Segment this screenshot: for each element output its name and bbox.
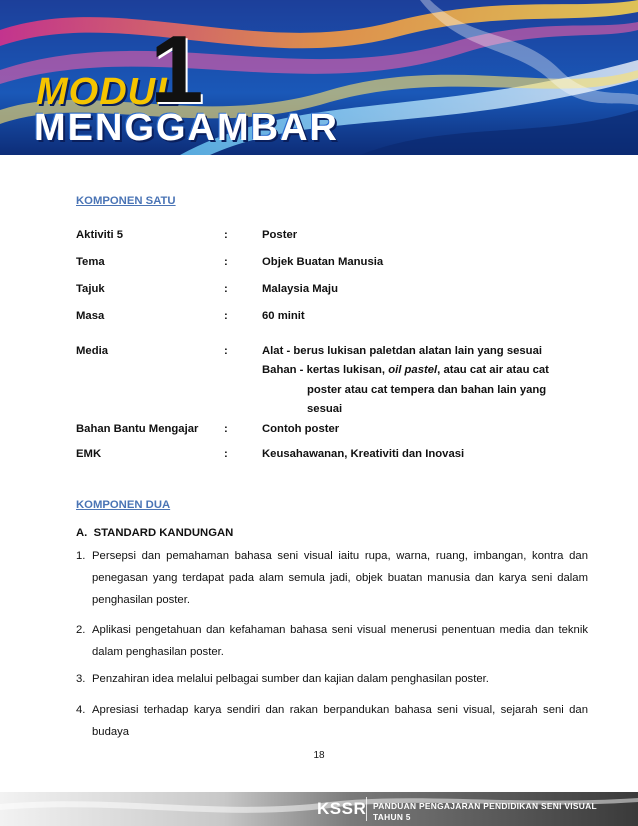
list-item <box>76 545 588 611</box>
list-item-text: Penzahiran idea melalui pelbagai sumber dan kajian dalam penghasilan poster. <box>92 673 489 685</box>
footer-brand: KSSR <box>317 799 367 818</box>
list-item <box>76 668 588 690</box>
row-value: Objek Buatan Manusia <box>262 256 384 268</box>
row-label: Bahan Bantu Mengajar <box>76 423 199 435</box>
list-item-number: 2. <box>76 624 86 636</box>
row-colon: : <box>224 345 228 357</box>
media-line-4: sesuai <box>307 403 343 415</box>
row-value: Alat - berus lukisan paletdan alatan lain yang sesuai <box>262 345 543 357</box>
row-label: Tema <box>76 256 105 268</box>
standard-kandungan-heading: A. STANDARD KANDUNGAN <box>76 527 234 539</box>
list-item-text: Aplikasi pengetahuan dan kefahaman bahasa seni visual menerusi penentuan media dan teknik dalam penghasilan poster. <box>92 624 588 658</box>
list-item-number: 3. <box>76 673 86 685</box>
banner-title: MENGGAMBAR <box>34 107 339 149</box>
list-item-number: 4. <box>76 704 86 716</box>
row-colon: : <box>224 283 228 295</box>
row-label: Media <box>76 345 109 357</box>
page-number: 18 <box>313 750 325 761</box>
media-line-2-post: , atau cat air atau cat <box>437 364 549 376</box>
media-line-2-pre: Bahan - kertas lukisan, <box>262 364 389 376</box>
row-colon: : <box>224 310 228 322</box>
row-label: Tajuk <box>76 283 105 295</box>
list-item-number: 1. <box>76 550 86 562</box>
media-line-2-italic: oil pastel <box>388 364 438 376</box>
footer-title-line-2: TAHUN 5 <box>373 812 411 822</box>
row-colon: : <box>224 423 228 435</box>
section-heading-komponen-dua: KOMPONEN DUA <box>76 499 171 511</box>
row-value: Keusahawanan, Kreativiti dan Inovasi <box>262 448 465 460</box>
list-item-text: Apresiasi terhadap karya sendiri dan rakan berpandukan bahasa seni visual, sejarah seni dan budaya <box>92 704 588 738</box>
list-item <box>76 699 588 743</box>
row-label: Aktiviti 5 <box>76 229 124 241</box>
footer-title-line-1: PANDUAN PENGAJARAN PENDIDIKAN SENI VISUAL <box>373 801 597 811</box>
row-value: 60 minit <box>262 310 305 322</box>
row-value: Malaysia Maju <box>262 283 338 295</box>
media-line-3: poster atau cat tempera dan bahan lain yang <box>307 384 547 396</box>
row-colon: : <box>224 229 228 241</box>
section-heading-komponen-satu: KOMPONEN SATU <box>76 195 176 207</box>
modul-number: 1 <box>150 16 204 123</box>
row-label: Masa <box>76 310 105 322</box>
list-item <box>76 619 588 663</box>
list-item-text: Persepsi dan pemahaman bahasa seni visual iaitu rupa, warna, ruang, imbangan, kontra dan penegasan yang terdapat pada alam semula jadi, objek buatan manusia dan karya seni dalam penghasilan poster. <box>92 550 588 606</box>
row-colon: : <box>224 256 228 268</box>
row-label: EMK <box>76 448 102 460</box>
row-colon: : <box>224 448 228 460</box>
media-line-2 <box>262 363 549 377</box>
row-value: Poster <box>262 229 298 241</box>
modul-label: MODUL <box>36 71 181 113</box>
row-value: Contoh poster <box>262 423 340 435</box>
